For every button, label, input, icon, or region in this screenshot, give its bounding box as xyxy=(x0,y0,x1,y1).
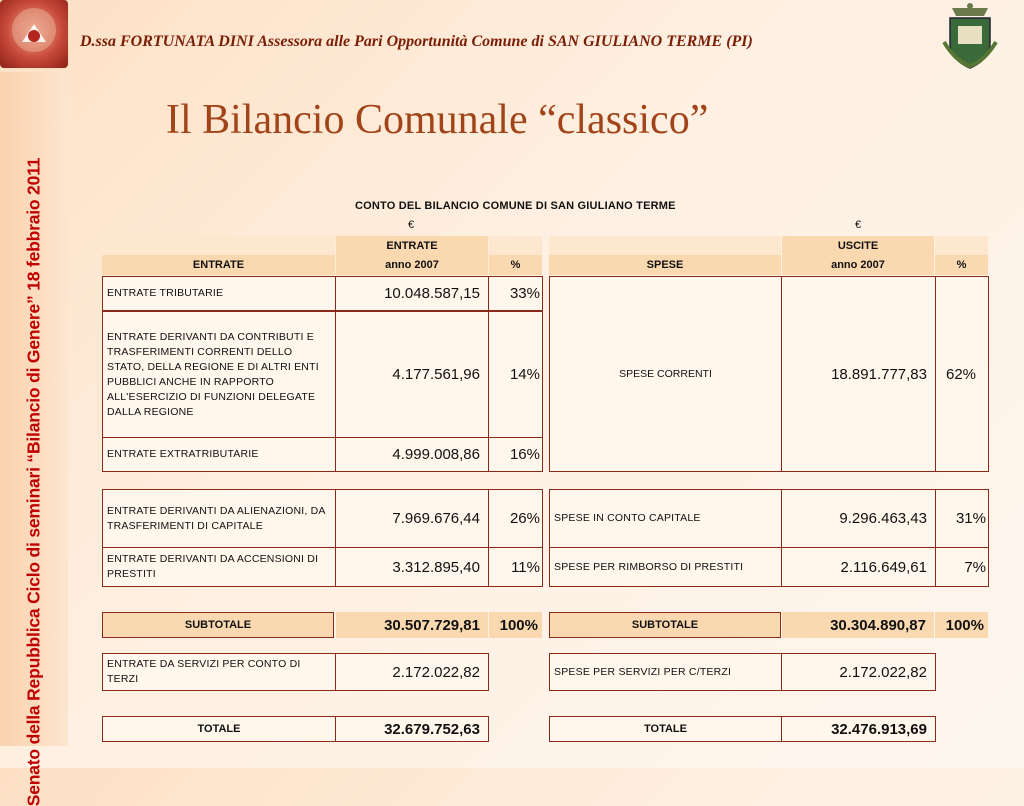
subtotale-spese-value: 30.304.890,87 xyxy=(782,612,934,638)
spese-row-label: SPESE PER RIMBORSO DI PRESTITI xyxy=(549,547,782,587)
entrate-terzi-value: 2.172.022,82 xyxy=(335,653,489,691)
header-cell-blank xyxy=(549,236,781,255)
entrate-row-label: ENTRATE TRIBUTARIE xyxy=(102,276,336,311)
subtotale-entrate-pct: 100% xyxy=(489,612,542,638)
entrate-row-pct: 26% xyxy=(488,489,543,548)
totale-spese-value: 32.476.913,69 xyxy=(781,716,936,742)
entrate-terzi-label: ENTRATE DA SERVIZI PER CONTO DI TERZI xyxy=(102,653,336,691)
subtotale-entrate-value: 30.507.729,81 xyxy=(336,612,488,638)
header-entrate: ENTRATE xyxy=(102,255,335,275)
spese-row-value: 18.891.777,83 xyxy=(781,276,936,472)
sidebar-band xyxy=(0,72,68,806)
entrate-row-label: ENTRATE EXTRATRIBUTARIE xyxy=(102,437,336,472)
spese-row-label: SPESE IN CONTO CAPITALE xyxy=(549,489,782,548)
entrate-row-pct: 14% xyxy=(488,311,543,438)
header-line: D.ssa FORTUNATA DINI Assessora alle Pari Opportunità Comune di SAN GIULIANO TERME (PI) xyxy=(80,33,753,50)
header-entrate-group: ENTRATE xyxy=(336,236,488,255)
spese-row-pct: 62% xyxy=(935,276,989,472)
totale-entrate-value: 32.679.752,63 xyxy=(335,716,489,742)
spese-terzi-value: 2.172.022,82 xyxy=(781,653,936,691)
spese-row-value: 2.116.649,61 xyxy=(781,547,936,587)
subtotale-spese-pct: 100% xyxy=(935,612,988,638)
header-uscite-pct: % xyxy=(935,255,988,275)
header-entrate-pct: % xyxy=(489,255,542,275)
subtotale-spese-label: SUBTOTALE xyxy=(549,612,781,638)
municipal-crest xyxy=(940,2,1000,70)
entrate-row-value: 4.999.008,86 xyxy=(335,437,489,472)
entrate-row-label: ENTRATE DERIVANTI DA CONTRIBUTI E TRASFERIMENTI CORRENTI DELLO STATO, DELLA REGIONE E DI ALTRI ENTI PUBBLICI ANCHE IN RAPPORTO ALL'ESERCIZIO DI FUNZIONI DELEGATE DALLA REGIONE xyxy=(102,311,336,438)
page-title: Il Bilancio Comunale “classico” xyxy=(166,97,709,143)
header-cell-blank xyxy=(935,236,988,255)
spese-row-pct: 31% xyxy=(935,489,989,548)
entrate-row-label: ENTRATE DERIVANTI DA ALIENAZIONI, DA TRASFERIMENTI DI CAPITALE xyxy=(102,489,336,548)
totale-spese-label: TOTALE xyxy=(549,716,782,742)
spese-terzi-label: SPESE PER SERVIZI PER C/TERZI xyxy=(549,653,782,691)
header-uscite-group: USCITE xyxy=(782,236,934,255)
currency-label-entrate: € xyxy=(408,219,415,231)
header-spese: SPESE xyxy=(549,255,781,275)
subtotale-entrate-label: SUBTOTALE xyxy=(102,612,334,638)
currency-label-uscite: € xyxy=(855,219,862,231)
header-cell-blank xyxy=(489,236,542,255)
table-caption: CONTO DEL BILANCIO COMUNE DI SAN GIULIANO TERME xyxy=(355,200,676,212)
entrate-row-value: 7.969.676,44 xyxy=(335,489,489,548)
spese-row-value: 9.296.463,43 xyxy=(781,489,936,548)
conference-logo xyxy=(0,0,68,68)
entrate-row-value: 4.177.561,96 xyxy=(335,311,489,438)
spese-row-label: SPESE CORRENTI xyxy=(549,276,782,472)
spese-row-pct: 7% xyxy=(935,547,989,587)
entrate-row-pct: 33% xyxy=(488,276,543,311)
entrate-row-pct: 11% xyxy=(488,547,543,587)
header-entrate-year: anno 2007 xyxy=(336,255,488,275)
header-cell-blank xyxy=(102,236,335,255)
entrate-row-value: 3.312.895,40 xyxy=(335,547,489,587)
entrate-row-value: 10.048.587,15 xyxy=(335,276,489,311)
sidebar-caption: Senato della Repubblica Ciclo di seminari “Bilancio di Genere” 18 febbraio 2011 xyxy=(23,157,44,806)
totale-entrate-label: TOTALE xyxy=(102,716,336,742)
entrate-row-pct: 16% xyxy=(488,437,543,472)
entrate-row-label: ENTRATE DERIVANTI DA ACCENSIONI DI PRESTITI xyxy=(102,547,336,587)
header-uscite-year: anno 2007 xyxy=(782,255,934,275)
